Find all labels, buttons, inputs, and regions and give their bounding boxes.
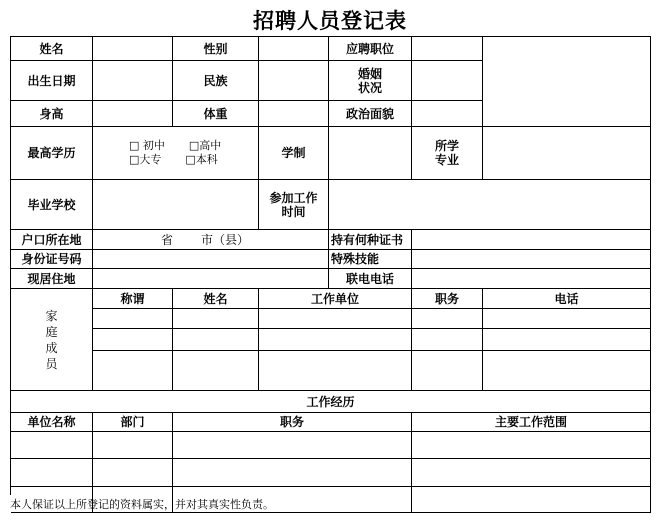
family-header-name: 姓名 xyxy=(173,289,259,309)
label-marital-status xyxy=(329,61,412,101)
label-school: 毕业学校 xyxy=(11,180,93,230)
family-cell[interactable] xyxy=(93,351,173,391)
label-major-line1: 所学 xyxy=(434,139,459,153)
family-cell[interactable] xyxy=(483,351,651,391)
work-header-scope: 主要工作范围 xyxy=(412,413,651,432)
family-header-employer: 工作单位 xyxy=(259,289,412,309)
family-cell[interactable] xyxy=(412,351,483,391)
hukou-city: 市（县） xyxy=(201,232,250,247)
family-cell[interactable] xyxy=(412,309,483,329)
work-cell[interactable] xyxy=(173,459,412,487)
work-header-department: 部门 xyxy=(93,413,173,432)
work-experience-title: 工作经历 xyxy=(11,391,651,413)
family-header-phone: 电话 xyxy=(483,289,651,309)
gender-field[interactable] xyxy=(259,37,329,61)
label-work-start xyxy=(259,180,329,230)
family-char-3: 成 xyxy=(45,340,58,355)
family-cell[interactable] xyxy=(259,329,412,351)
address-field[interactable] xyxy=(93,269,329,289)
label-phone: 联电电话 xyxy=(329,269,412,289)
family-cell[interactable] xyxy=(173,309,259,329)
label-major-line2: 专业 xyxy=(434,153,459,167)
option-junior-high[interactable]: □ 初中 xyxy=(129,139,165,152)
work-cell[interactable] xyxy=(173,432,412,459)
family-header-relation: 称谓 xyxy=(93,289,173,309)
id-number-field[interactable] xyxy=(93,250,329,269)
marital-status-field[interactable] xyxy=(412,61,483,101)
work-cell[interactable] xyxy=(412,459,651,487)
label-work-start-line1: 参加工作 xyxy=(269,190,318,205)
weight-field[interactable] xyxy=(259,101,329,127)
family-cell[interactable] xyxy=(412,329,483,351)
work-cell[interactable] xyxy=(93,459,173,487)
skills-field[interactable] xyxy=(412,250,651,269)
form-title: 招聘人员登记表 xyxy=(253,8,407,33)
option-college[interactable]: □大专 xyxy=(129,153,162,166)
certificates-field[interactable] xyxy=(412,230,651,250)
work-start-field[interactable] xyxy=(329,180,651,230)
label-position-applied: 应聘职位 xyxy=(329,37,412,61)
label-hukou: 户口所在地 xyxy=(11,230,93,250)
position-applied-field[interactable] xyxy=(412,37,483,61)
birth-date-field[interactable] xyxy=(93,61,173,101)
family-char-2: 庭 xyxy=(45,324,58,339)
label-skills: 特殊技能 xyxy=(329,250,412,269)
label-height: 身高 xyxy=(11,101,93,127)
label-birth-date: 出生日期 xyxy=(11,61,93,101)
label-ethnicity: 民族 xyxy=(173,61,259,101)
work-header-employer: 单位名称 xyxy=(11,413,93,432)
family-char-1: 家 xyxy=(45,308,58,323)
label-gender: 性别 xyxy=(173,37,259,61)
family-cell[interactable] xyxy=(93,329,173,351)
label-marital-status-line1: 婚姻 xyxy=(357,66,382,81)
family-header-title: 职务 xyxy=(412,289,483,309)
family-cell[interactable] xyxy=(259,351,412,391)
work-cell[interactable] xyxy=(11,459,93,487)
label-certificates: 持有何种证书 xyxy=(329,230,412,250)
work-cell[interactable] xyxy=(93,432,173,459)
label-weight: 体重 xyxy=(173,101,259,127)
family-cell[interactable] xyxy=(173,351,259,391)
family-cell[interactable] xyxy=(173,329,259,351)
hukou-field[interactable] xyxy=(93,230,329,250)
hukou-province: 省 xyxy=(161,232,174,247)
label-name: 姓名 xyxy=(11,37,93,61)
family-cell[interactable] xyxy=(483,329,651,351)
label-family-members xyxy=(11,289,93,391)
label-political-status: 政治面貌 xyxy=(329,101,412,127)
photo-box[interactable] xyxy=(483,37,651,127)
education-options[interactable] xyxy=(93,127,259,180)
registration-form-table xyxy=(10,36,651,495)
ethnicity-field[interactable] xyxy=(259,61,329,101)
declaration-footnote: 本人保证以上所登记的资料属实，并对其真实性负责。 xyxy=(10,498,274,511)
political-status-field[interactable] xyxy=(412,101,483,127)
option-senior-high[interactable]: □高中 xyxy=(188,139,222,152)
family-cell[interactable] xyxy=(259,309,412,329)
family-cell[interactable] xyxy=(93,309,173,329)
name-field[interactable] xyxy=(93,37,173,61)
work-header-title: 职务 xyxy=(173,413,412,432)
height-field[interactable] xyxy=(93,101,173,127)
label-degree: 学制 xyxy=(259,127,329,180)
school-field[interactable] xyxy=(93,180,259,230)
label-education: 最高学历 xyxy=(11,127,93,180)
family-char-4: 员 xyxy=(45,356,58,371)
label-address: 现居住地 xyxy=(11,269,93,289)
work-cell[interactable] xyxy=(412,487,651,513)
work-cell[interactable] xyxy=(412,432,651,459)
family-cell[interactable] xyxy=(483,309,651,329)
label-major xyxy=(412,127,483,180)
degree-field[interactable] xyxy=(329,127,412,180)
work-cell[interactable] xyxy=(11,432,93,459)
phone-field[interactable] xyxy=(412,269,651,289)
option-bachelor[interactable]: □本科 xyxy=(185,153,218,166)
major-field[interactable] xyxy=(483,127,651,180)
label-work-start-line2: 时间 xyxy=(281,204,306,219)
label-marital-status-line2: 状况 xyxy=(357,80,382,95)
label-id-number: 身份证号码 xyxy=(11,250,93,269)
